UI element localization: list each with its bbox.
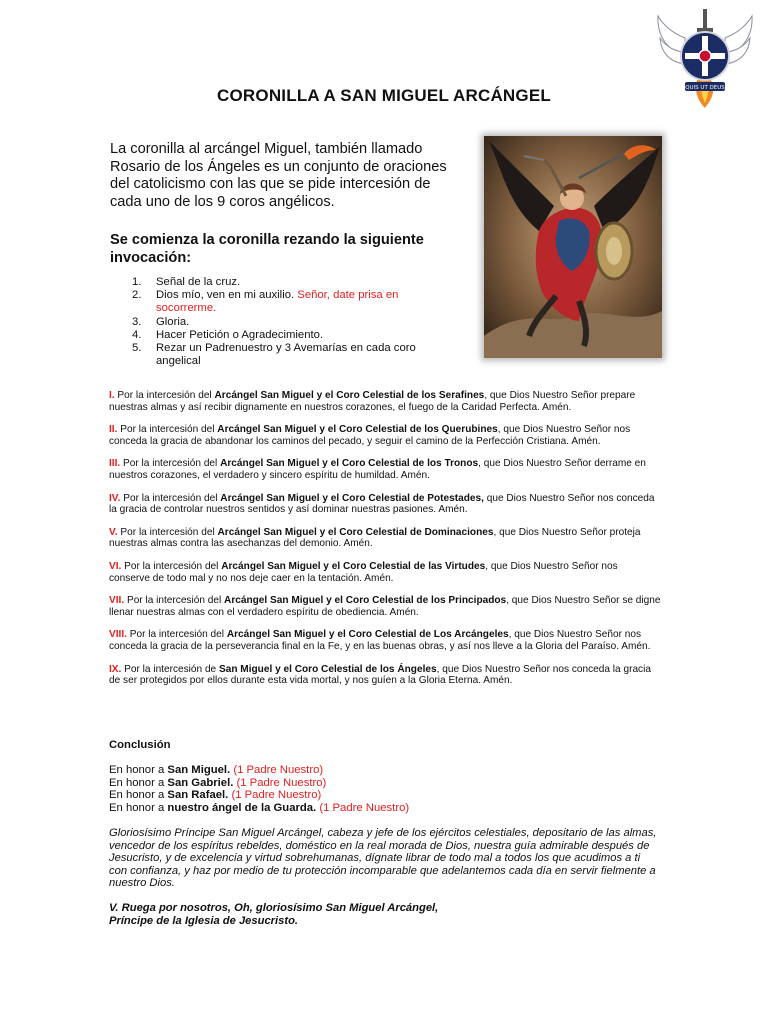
prayer-bold: Arcángel San Miguel y el Coro Celestial de las Virtudes (221, 560, 486, 572)
step-text: Rezar un Padrenuestro y 3 Avemarías en cada coro angelical (156, 342, 416, 368)
list-item (110, 316, 420, 329)
list-item (109, 390, 661, 413)
prayer-text: , que Dios Nuestro Señor prepare nuestras almas y así recibir dignamente en nuestros corazones, el fuego de la Caridad Perfecta. Amén. (109, 390, 636, 413)
final-prayer: Gloriosísimo Príncipe San Miguel Arcángel, cabeza y jefe de los ejércitos celestiales, depositario de las almas, vencedor de los espíritus rebeldes, doméstico en la real morada de Dios, nuestra guía admirable después de Jesucristo, y de excelencia y virtud sobrehumanas, dígnate librar de todo mal a todos los que acudimos a ti con confianza, y haz por medio de tu protección incomparable que adelantemos cada día en servir fielmente a nuestro Dios. (109, 827, 657, 890)
ruega-verse (109, 902, 661, 927)
prayer-text: , que Dios Nuestro Señor nos conceda la gracia de la perseverancia final en la Fe, y en las buenas obras, y así nos lleve a la Gloria del Paraíso. Amén. (109, 629, 651, 652)
list-item (109, 458, 661, 481)
logo-motto: QUIS UT DEUS (685, 85, 725, 91)
list-item (109, 561, 661, 584)
prayer-number: VII. (109, 595, 125, 607)
prayer-text: Por la intercesión del (126, 629, 227, 641)
prayer-text: Por la intercesión del (124, 595, 225, 607)
prayer-text: , que Dios Nuestro Señor derrame en nuestros corazones, el verdadero y sincero espíritu de humildad. Amén. (109, 458, 646, 481)
list-item (109, 493, 661, 516)
list-item (109, 595, 661, 618)
prayer-number: VIII. (109, 629, 127, 641)
prayer-bold: Arcángel San Miguel y el Coro Celestial de Dominaciones (217, 526, 494, 538)
prayer-bold: Arcángel San Miguel y el Coro Celestial de Los Arcángeles (226, 629, 509, 641)
prayer-number: VI. (109, 560, 122, 572)
list-item (109, 789, 409, 802)
step-number: 5. (132, 342, 142, 355)
step-text: Dios mío, ven en mi auxilio. (156, 289, 298, 302)
honor-count: (1 Padre Nuestro) (230, 764, 324, 776)
prayer-bold: Arcángel San Miguel y el Coro Celestial de los Querubines (217, 424, 498, 436)
honor-text: En honor a (109, 801, 168, 814)
step-number: 2. (132, 289, 142, 302)
list-item (109, 527, 661, 550)
list-item (109, 777, 409, 790)
prayer-number: II. (109, 424, 118, 436)
honor-count: (1 Padre Nuestro) (233, 776, 327, 789)
prayer-number: IX. (109, 663, 122, 675)
prayer-text: que Dios Nuestro Señor nos conceda la gracia de controlar nuestros sentidos y así dominar nuestras pasiones. Amén. (109, 492, 655, 516)
prayers-list (109, 390, 661, 698)
honor-name: nuestro ángel de la Guarda. (167, 801, 317, 814)
prayer-text: , que Dios Nuestro Señor nos conceda la gracia de abandonar los caminos del pecado, y seguir el camino de la Perfección Cristiana. Amén. (109, 424, 631, 447)
prayer-text: Por la intercesión de (121, 663, 219, 675)
honor-text: En honor a (109, 789, 168, 802)
prayer-number: I. (109, 390, 115, 401)
prayer-text: , que Dios Nuestro Señor se digne llenar nuestras almas con el verdadero espíritu de obediencia. Amén. (109, 595, 661, 618)
prayer-text: Por la intercesión del (117, 526, 218, 538)
prayer-text: Por la intercesión del (117, 424, 218, 436)
invocation-heading: Se comienza la coronilla rezando la siguiente invocación: (110, 232, 424, 266)
prayer-text: Por la intercesión del (120, 492, 221, 504)
honor-name: San Gabriel. (167, 776, 234, 789)
list-item (110, 342, 420, 368)
honor-count: (1 Padre Nuestro) (228, 789, 322, 802)
prayer-text: Por la intercesión del (121, 560, 222, 572)
honor-name: San Rafael. (167, 789, 229, 802)
intro-paragraph: La coronilla al arcángel Miguel, también llamado Rosario de los Ángeles es un conjunto de oraciones del catolicismo con las que se pide intercesión de cada uno de los 9 coros angélicos. (110, 141, 447, 210)
list-item (110, 289, 420, 315)
list-item (109, 424, 661, 447)
prayer-bold: Arcángel San Miguel y el Coro Celestial de los Principados (224, 595, 507, 607)
step-number: 3. (132, 315, 142, 328)
honors-list (109, 764, 409, 814)
list-item (109, 664, 661, 687)
step-text: Hacer Petición o Agradecimiento. (156, 328, 324, 341)
honor-text: En honor a (109, 764, 168, 776)
step-number: 1. (132, 276, 142, 288)
prayer-number: V. (109, 526, 118, 538)
step-number: 4. (132, 328, 142, 341)
prayer-bold: San Miguel y el Coro Celestial de los Ángeles (218, 663, 437, 675)
prayer-text: , que Dios Nuestro Señor proteja nuestras almas contra las asechanzas del demonio. Amén. (109, 526, 641, 550)
prayer-text: Por la intercesión del (120, 458, 221, 470)
conclusion-heading: Conclusión (109, 739, 171, 751)
page-title: CORONILLA A SAN MIGUEL ARCÁNGEL (217, 86, 551, 105)
honor-count: (1 Padre Nuestro) (316, 801, 410, 814)
list-item (109, 802, 409, 815)
archangel-michael-painting (484, 136, 662, 358)
honor-text: En honor a (109, 776, 168, 789)
prayer-bold: Arcángel San Miguel y el Coro Celestial de Potestades, (220, 492, 484, 504)
invocation-steps (110, 276, 420, 368)
ruega-line: Príncipe de la Iglesia de Jesucristo. (109, 914, 299, 927)
prayer-text: Por la intercesión del (114, 390, 215, 401)
list-item (109, 764, 409, 777)
prayer-number: III. (109, 458, 121, 470)
ruega-line: V. Ruega por nosotros, Oh, gloriosísimo San Miguel Arcángel, (109, 902, 439, 914)
step-text: Gloria. (156, 315, 190, 328)
step-text: Señal de la cruz. (156, 276, 241, 288)
step-red-text: Señor, date prisa en socorrerme. (156, 289, 399, 315)
list-item (110, 329, 420, 342)
honor-name: San Miguel. (167, 764, 231, 776)
prayer-text: , que Dios Nuestro Señor nos conserve de todo mal y no nos deje caer en la tentación. Amén. (109, 560, 618, 584)
prayer-text: , que Dios Nuestro Señor nos conceda la gracia de ser protegidos por ellos durante esta vida mortal, y nos guíen a la Gloria Eterna. Amén. (109, 663, 651, 687)
prayer-bold: Arcángel San Miguel y el Coro Celestial de los Serafines (214, 390, 485, 401)
list-item (110, 276, 420, 289)
prayer-number: IV. (109, 492, 121, 504)
list-item (109, 629, 661, 652)
prayer-bold: Arcángel San Miguel y el Coro Celestial de los Tronos (220, 458, 479, 470)
